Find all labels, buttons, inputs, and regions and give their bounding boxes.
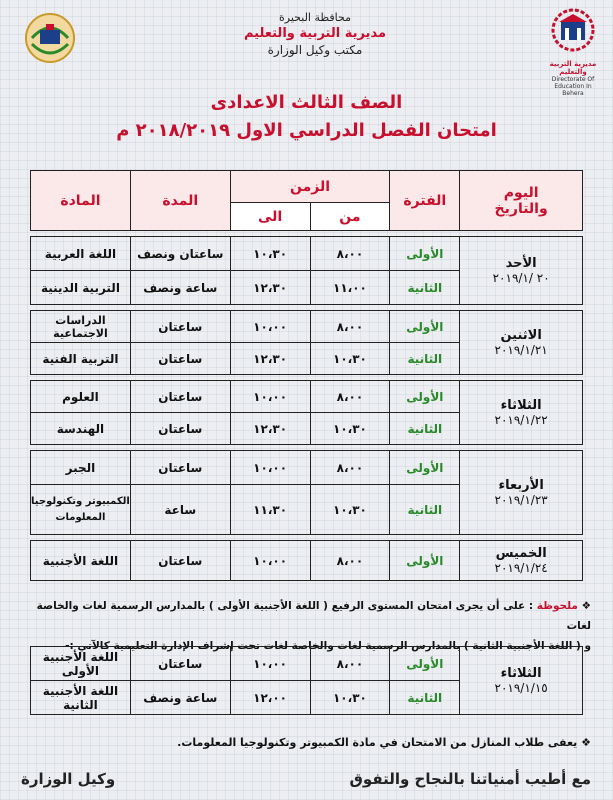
day-date: ٢٠١٩/١/٢٣	[494, 493, 548, 507]
table-row	[31, 647, 583, 681]
subject-cell: الهندسة	[31, 413, 131, 445]
from-cell: ١٠،٣٠	[310, 343, 390, 375]
day-cell	[460, 647, 583, 715]
duration-cell: ساعتان ونصف	[130, 237, 230, 271]
header-day-label: اليوم	[503, 184, 539, 201]
note-line-1	[11, 596, 591, 636]
logo-right-text: مديرية التربية والتعليم	[549, 60, 597, 76]
note-label: ملحوظة	[536, 600, 578, 612]
from-cell: ٨،٠٠	[310, 381, 390, 413]
day-date: ٢٠١٩/١/٢٢	[494, 413, 548, 427]
from-cell: ١٠،٣٠	[310, 413, 390, 445]
table-row	[31, 451, 583, 485]
to-cell: ١٠،٠٠	[230, 647, 310, 681]
day-date: ٢٠١٩/١/١٥	[494, 681, 548, 695]
day-date: ٢٠١٩/١/٢٤	[494, 561, 548, 575]
period-cell: الأولى	[390, 311, 460, 343]
from-cell: ٨،٠٠	[310, 541, 390, 581]
subject-cell: الكمبيوتر وتكنولوجيا المعلومات	[31, 485, 131, 535]
to-cell: ١٢،٣٠	[230, 413, 310, 445]
day-name: الخميس	[495, 546, 547, 561]
day-date: ٢٠ /٢٠١٩/١	[492, 271, 550, 285]
emblem-icon	[10, 10, 90, 68]
duration-cell: ساعتان	[130, 413, 230, 445]
from-cell: ٨،٠٠	[310, 237, 390, 271]
day-cell	[460, 451, 583, 535]
to-cell: ١٢،٣٠	[230, 343, 310, 375]
from-cell: ٨،٠٠	[310, 451, 390, 485]
from-cell: ١٠،٣٠	[310, 485, 390, 535]
day-name: الاثنين	[500, 328, 542, 343]
subject-cell: اللغة الأجنبية الثانية	[31, 681, 131, 715]
day-name: الثلاثاء	[500, 666, 542, 681]
header-text	[200, 10, 430, 58]
duration-cell: ساعة ونصف	[130, 271, 230, 305]
day-date: ٢٠١٩/١/٢١	[494, 343, 548, 357]
duration-cell: ساعة ونصف	[130, 681, 230, 715]
period-cell: الثانية	[390, 343, 460, 375]
to-cell: ١٢،٠٠	[230, 681, 310, 715]
day-name: الأحد	[505, 256, 537, 271]
duration-cell: ساعتان	[130, 541, 230, 581]
header-duration: المدة	[130, 171, 230, 231]
period-cell: الثانية	[390, 271, 460, 305]
duration-cell: ساعتان	[130, 451, 230, 485]
office-name: مكتب وكيل الوزارة	[267, 43, 363, 57]
from-cell: ٨،٠٠	[310, 311, 390, 343]
governorate-name: محافظة البحيرة	[279, 11, 351, 24]
to-cell: ١٢،٣٠	[230, 271, 310, 305]
table-row	[31, 541, 583, 581]
directorate-logo	[543, 8, 603, 97]
to-cell: ١٠،٠٠	[230, 311, 310, 343]
table-row	[31, 237, 583, 271]
day-cell	[460, 381, 583, 445]
subject-cell: اللغة الأجنبية	[31, 541, 131, 581]
exam-schedule-table	[30, 170, 583, 581]
table-row	[31, 311, 583, 343]
header-period: الفترة	[390, 171, 460, 231]
day-cell	[460, 237, 583, 305]
from-cell: ٨،٠٠	[310, 647, 390, 681]
building-icon	[543, 8, 603, 56]
subject-cell: اللغة الأجنبية الأولى	[31, 647, 131, 681]
to-cell: ١٠،٠٠	[230, 541, 310, 581]
period-cell: الثانية	[390, 485, 460, 535]
governorate-logo	[10, 10, 90, 68]
bullet-icon: ❖	[577, 600, 591, 612]
header-day	[460, 171, 583, 231]
subject-cell: العلوم	[31, 381, 131, 413]
note-text-1: : على أن يجرى امتحان المستوى الرفيع ( اللغة الأجنبية الأولى ) بالمدارس الرسمية لغات والخاصة لغات	[36, 600, 591, 632]
to-cell: ١٠،٠٠	[230, 451, 310, 485]
language-exam-table	[30, 646, 583, 715]
directorate-name: مديرية التربية والتعليم	[243, 26, 387, 41]
note-text-2: و ( اللغة الأجنبية الثانية ) بالمدارس الرسمية لغات والخاصة لغات تحت إشراف الإدارة التعليمية كالآتي :-	[65, 640, 591, 652]
from-cell: ١٠،٣٠	[310, 681, 390, 715]
duration-cell: ساعتان	[130, 381, 230, 413]
to-cell: ١٠،٠٠	[230, 381, 310, 413]
footer-wish: مع أطيب أمنياتنا بالنجاح والتفوق	[349, 770, 591, 788]
day-cell	[460, 541, 583, 581]
header-from: من	[310, 203, 390, 231]
day-name: الثلاثاء	[500, 398, 542, 413]
period-cell: الثانية	[390, 681, 460, 715]
bullet-icon: ❖	[577, 736, 591, 749]
exemption-note	[177, 736, 591, 749]
header-time: الزمن	[230, 171, 390, 203]
from-cell: ١١،٠٠	[310, 271, 390, 305]
day-name: الأربعاء	[498, 478, 544, 493]
footer-signature: وكيل الوزارة	[21, 770, 116, 788]
logo-right-sub: Directorate Of Education In Behera	[551, 76, 595, 97]
duration-cell: ساعتان	[130, 647, 230, 681]
duration-cell: ساعتان	[130, 311, 230, 343]
grade-title: الصف الثالث الاعدادى	[210, 92, 403, 113]
period-cell: الأولى	[390, 237, 460, 271]
to-cell: ١١،٣٠	[230, 485, 310, 535]
period-cell: الثانية	[390, 413, 460, 445]
footer	[21, 770, 591, 788]
header-to: الى	[230, 203, 310, 231]
header-subject: المادة	[31, 171, 131, 231]
period-cell: الأولى	[390, 381, 460, 413]
subject-cell: الدراسات الاجتماعية	[31, 311, 131, 343]
duration-cell: ساعتان	[130, 343, 230, 375]
subject-cell: الجبر	[31, 451, 131, 485]
subject-cell: التربية الدينية	[31, 271, 131, 305]
exam-title: امتحان الفصل الدراسي الاول ٢٠١٨/٢٠١٩ م	[116, 120, 497, 141]
period-cell: الأولى	[390, 451, 460, 485]
exemption-text: يعفى طلاب المنازل من الامتحان في مادة الكمبيوتر وتكنولوجيا المعلومات.	[177, 736, 578, 749]
table-row	[31, 381, 583, 413]
period-cell: الأولى	[390, 541, 460, 581]
duration-cell: ساعة	[130, 485, 230, 535]
header-date-label: والتاريخ	[494, 200, 548, 217]
period-cell: الأولى	[390, 647, 460, 681]
to-cell: ١٠،٣٠	[230, 237, 310, 271]
subject-cell: التربية الفنية	[31, 343, 131, 375]
day-cell	[460, 311, 583, 375]
subject-cell: اللغة العربية	[31, 237, 131, 271]
